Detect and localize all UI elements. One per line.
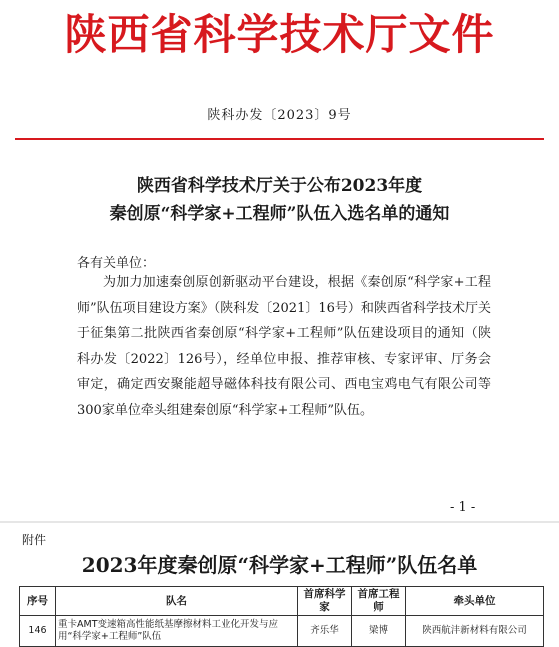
notice-title-line-1: 陕西省科学技术厅关于公布2023年度 <box>136 176 423 196</box>
document-number: 陕科办发〔2023〕9号 <box>207 108 352 123</box>
table-row <box>20 616 544 647</box>
row-lead-unit: 陕西航沣新材料有限公司 <box>406 616 544 647</box>
row-index: 146 <box>20 616 56 647</box>
salutation: 各有关单位： <box>77 256 156 271</box>
column-header-team-name: 队名 <box>56 587 298 616</box>
notice-title-line-2: 秦创原“科学家+工程师”队伍入选名单的通知 <box>109 204 450 224</box>
table-header-row <box>20 587 544 616</box>
column-header-index: 序号 <box>20 587 56 616</box>
team-roster-table <box>19 586 544 647</box>
document-header-title: 陕西省科学技术厅文件 <box>64 10 495 59</box>
attachment-list-title: 2023年度秦创原“科学家+工程师”队伍名单 <box>81 553 478 577</box>
page-number: - 1 - <box>450 500 476 515</box>
column-header-lead-unit: 牵头单位 <box>406 587 544 616</box>
column-header-chief-scientist: 首席科学家 <box>298 587 352 616</box>
red-separator-line <box>15 138 544 140</box>
column-header-chief-engineer: 首席工程师 <box>352 587 406 616</box>
notice-body-paragraph: 为加力加速秦创原创新驱动平台建设，根据《秦创原“科学家+工程师”队伍项目建设方案》（陕科发〔2021〕16号）和陕西省科学技术厅关于征集第二批陕西省秦创原“科学家+工程师”队伍建设项目的通知（陕科办发〔2022〕126号），经单位申报、推荐审核、专家评审、厅务会审定，确定西安聚能超导磁体科技有限公司、西电宝鸡电气有限公司等300家单位牵头组建秦创原“科学家+工程师”队伍。 <box>77 275 491 418</box>
attachment-label: 附件 <box>22 533 47 547</box>
page-break <box>0 521 559 523</box>
row-team-name: 重卡AMT变速箱高性能纸基摩擦材料工业化开发与应用“科学家+工程师”队伍 <box>56 616 298 647</box>
row-chief-engineer: 梁博 <box>352 616 406 647</box>
row-chief-scientist: 齐乐华 <box>298 616 352 647</box>
